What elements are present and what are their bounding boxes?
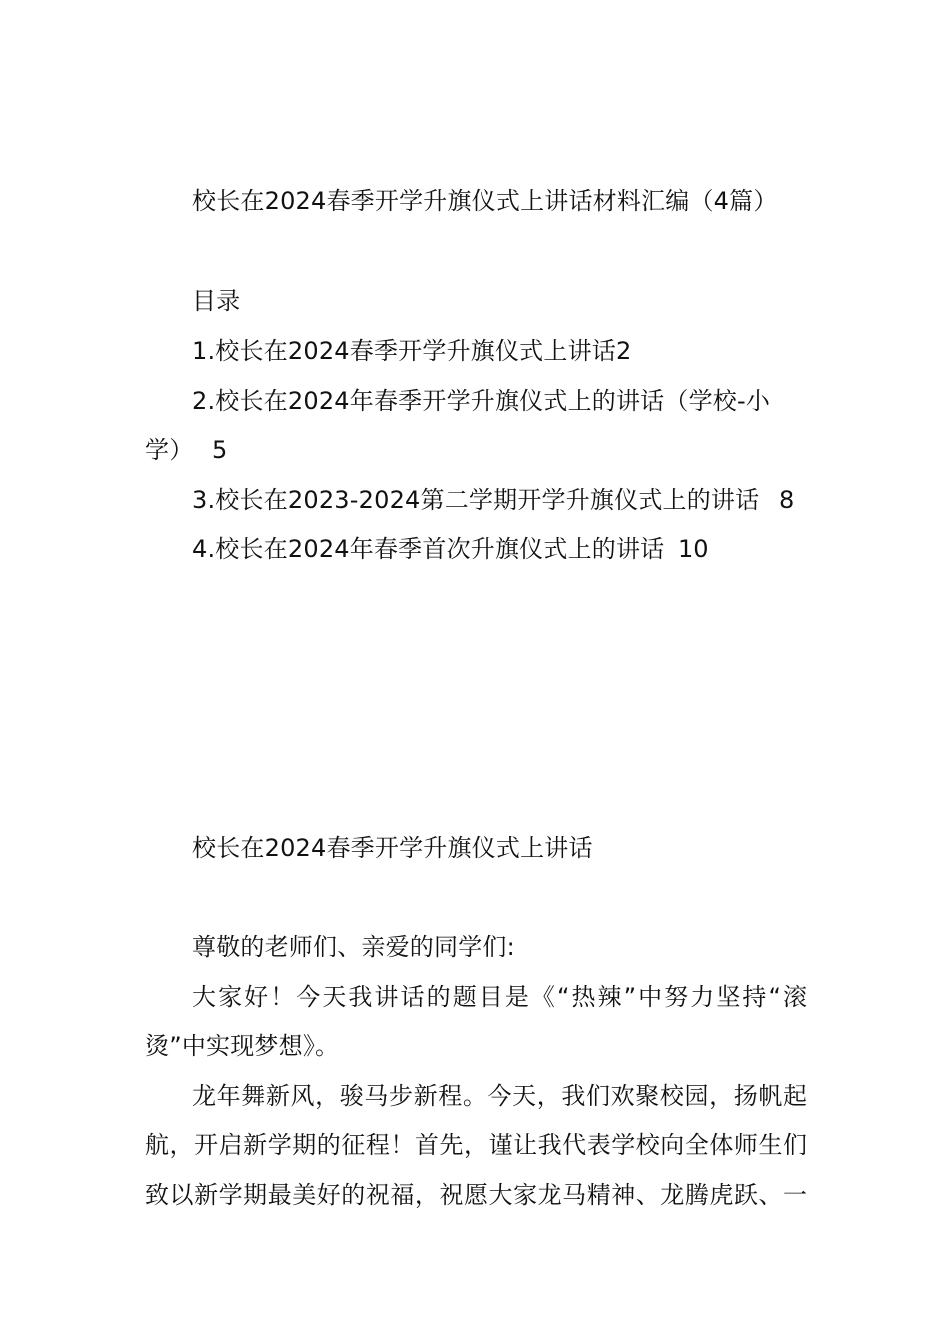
paragraph-2-line-2: 航，开启新学期的征程！首先，谨让我代表学校向全体师生们	[145, 1131, 807, 1159]
toc-item-3-page[interactable]: 8	[779, 486, 795, 514]
toc-item-1[interactable]: 1.校长在2024春季开学升旗仪式上讲话2	[192, 337, 632, 365]
toc-item-4-page[interactable]: 10	[678, 535, 709, 563]
main-title: 校长在2024春季开学升旗仪式上讲话材料汇编（4篇）	[192, 187, 778, 215]
toc-item-2-page[interactable]: 5	[212, 436, 228, 464]
toc-item-2-continued[interactable]: 学）	[145, 436, 194, 464]
toc-item-2[interactable]: 2.校长在2024年春季开学升旗仪式上的讲话（学校-小	[192, 387, 771, 415]
paragraph-1-line-1: 大家好！今天我讲话的题目是《“热辣”中努力坚持“滚	[192, 983, 807, 1011]
paragraph-1-line-2: 烫”中实现梦想》。	[145, 1032, 340, 1060]
toc-item-4[interactable]: 4.校长在2024年春季首次升旗仪式上的讲话	[192, 535, 665, 563]
salutation: 尊敬的老师们、亲爱的同学们:	[192, 933, 515, 961]
toc-item-3[interactable]: 3.校长在2023-2024第二学期开学升旗仪式上的讲话	[192, 486, 760, 514]
toc-heading: 目录	[192, 287, 241, 315]
section-title: 校长在2024春季开学升旗仪式上讲话	[192, 834, 593, 862]
paragraph-2-line-1: 龙年舞新风，骏马步新程。今天，我们欢聚校园，扬帆起	[192, 1082, 807, 1110]
paragraph-2-line-3: 致以新学期最美好的祝福，祝愿大家龙马精神、龙腾虎跃、一	[145, 1181, 807, 1209]
